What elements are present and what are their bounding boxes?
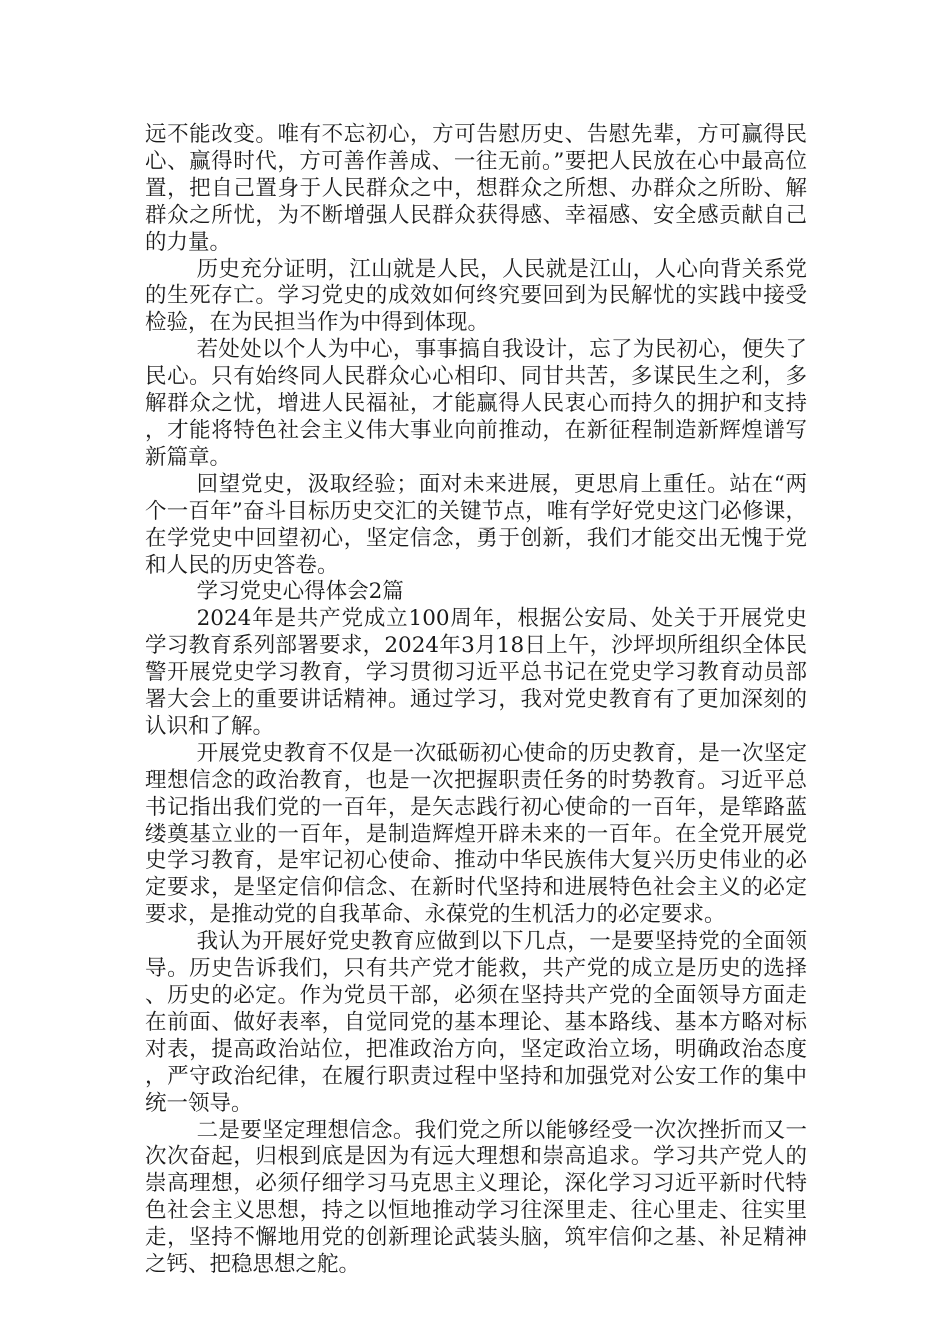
paragraph-5: 2024年是共产党成立100周年，根据公安局、处关于开展党史学习教育系列部署要求，2024年3月18日上午，沙坪坝所组织全体民警开展党史学习教育，学习贯彻习近平总书记在党史学习教育动员部署大会上的重要讲话精神。通过学习，我对党史教育有了更加深刻的认识和了解。: [145, 606, 807, 739]
document-body: [145, 122, 807, 1279]
paragraph-7: 我认为开展好党史教育应做到以下几点，一是要坚持党的全面领导。历史告诉我们，只有共产党才能救，共产党的成立是历史的选择、历史的必定。作为党员干部，必须在坚持共产党的全面领导方面走在前面、做好表率，自觉同党的基本理论、基本路线、基本方略对标对表，提高政治站位，把准政治方向，坚定政治立场，明确政治态度，严守政治纪律，在履行职责过程中坚持和加强党对公安工作的集中统一领导。: [145, 929, 807, 1116]
paragraph-2: 历史充分证明，江山就是人民，人民就是江山，人心向背关系党的生死存亡。学习党史的成效如何终究要回到为民解忧的实践中接受检验，在为民担当作为中得到体现。: [145, 256, 807, 336]
paragraph-6: 开展党史教育不仅是一次砥砺初心使命的历史教育，是一次坚定理想信念的政治教育，也是一次把握职责任务的时势教育。习近平总书记指出我们党的一百年，是矢志践行初心使命的一百年，是筚路蓝缕奠基立业的一百年，是制造辉煌开辟未来的一百年。在全党开展党史学习教育，是牢记初心使命、推动中华民族伟大复兴历史伟业的必定要求，是坚定信仰信念、在新时代坚持和进展特色社会主义的必定要求，是推动党的自我革命、永葆党的生机活力的必定要求。: [145, 740, 807, 928]
paragraph-3: 若处处以个人为中心，事事搞自我设计，忘了为民初心，便失了民心。只有始终同人民群众心心相印、同甘共苦，多谋民生之利，多解群众之忧，增进人民福祉，才能赢得人民衷心而持久的拥护和支持，才能将特色社会主义伟大事业向前推动，在新征程制造新辉煌谱写新篇章。: [145, 337, 807, 470]
paragraph-8: 二是要坚定理想信念。我们党之所以能够经受一次次挫折而又一次次奋起，归根到底是因为有远大理想和崇高追求。学习共产党人的崇高理想，必须仔细学习马克思主义理论，深化学习习近平新时代特色社会主义思想，持之以恒地推动学习往深里走、往心里走、往实里走，坚持不懈地用党的创新理论武装头脑，筑牢信仰之基、补足精神之钙、把稳思想之舵。: [145, 1117, 807, 1278]
paragraph-4: 回望党史，汲取经验；面对未来进展，更思肩上重任。站在“两个一百年”奋斗目标历史交汇的关键节点，唯有学好党史这门必修课，在学党史中回望初心，坚定信念，勇于创新，我们才能交出无愧于党和人民的历史答卷。: [145, 471, 807, 578]
paragraph-1: 远不能改变。唯有不忘初心，方可告慰历史、告慰先辈，方可赢得民心、赢得时代，方可善作善成、一往无前。”要把人民放在心中最高位置，把自己置身于人民群众之中，想群众之所想、办群众之所盼、解群众之所忧，为不断增强人民群众获得感、幸福感、安全感贡献自己的力量。: [145, 122, 807, 255]
section-heading: 学习党史心得体会2篇: [196, 579, 404, 605]
